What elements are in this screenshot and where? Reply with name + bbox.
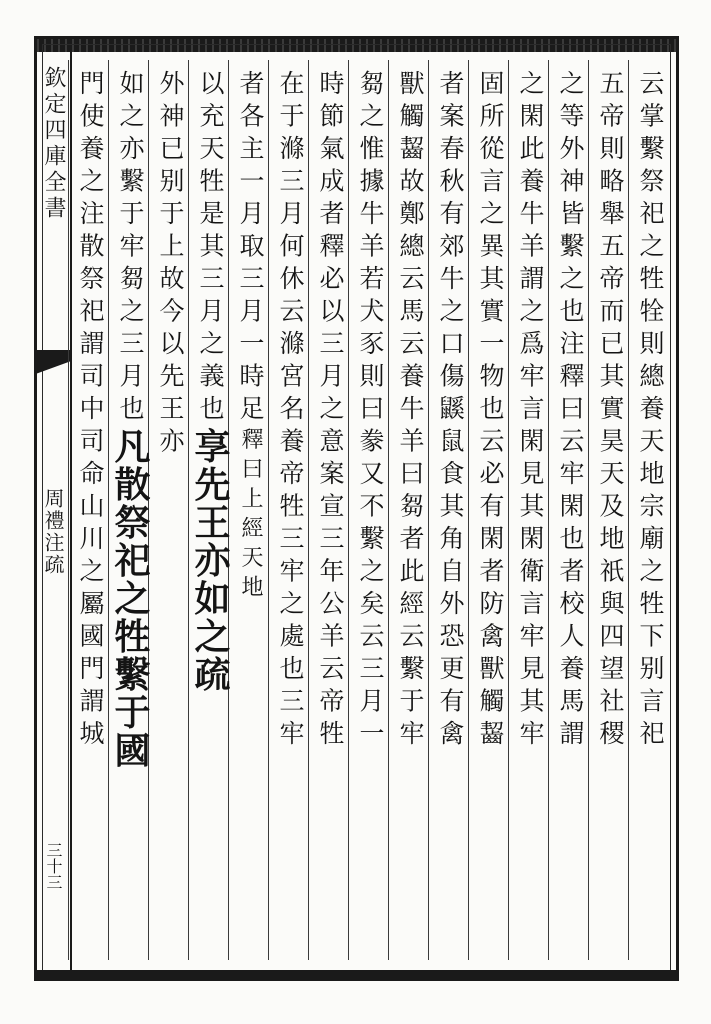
text-column-5: 固所從言之異其實一物也云必有閑者防禽獸觸齧 <box>468 60 512 960</box>
text-column-7: 獸觸齧故鄭總云馬云養牛羊曰芻者此經云繫于牢 <box>388 60 432 960</box>
text-column-14-heading: 凡散祭祀之牲繫于國 <box>109 427 151 770</box>
text-column-9: 時節氣成者釋必以三月之意案宣三年公羊云帝牲 <box>308 60 352 960</box>
page-margin-column <box>36 52 72 970</box>
text-column-11-tail: 釋曰上經天地 <box>238 427 263 605</box>
text-column-13-main: 外神已别于上故今以先王亦 <box>156 70 185 460</box>
text-column-11 <box>228 60 272 960</box>
margin-book-title: 周禮注疏 <box>41 488 65 576</box>
text-column-13 <box>148 60 192 960</box>
text-column-6: 者案春秋有郊牛之口傷鼷鼠食其角自外恐更有禽 <box>428 60 472 960</box>
text-column-14 <box>108 60 152 960</box>
text-column-2: 五帝則略舉五帝而已其實昊天及地祇與四望社稷 <box>588 60 632 960</box>
text-column-15 <box>68 60 112 960</box>
text-column-8: 芻之惟據牛羊若犬豕則曰豢又不繫之矣云三月一 <box>348 60 392 960</box>
text-column-10 <box>268 60 312 960</box>
margin-collection-title: 欽定四庫全書 <box>41 66 66 222</box>
text-column-12-heading: 享先王亦如之疏 <box>189 427 231 694</box>
text-column-12 <box>188 60 232 960</box>
text-column-11-main: 者各主一月取三月一時足 <box>236 70 265 428</box>
text-column-15-main: 門使養之注散祭祀謂司中司命山川之屬國門謂城 <box>76 70 105 753</box>
text-column-14-main: 如之亦繫于牢芻之三月也 <box>116 70 145 428</box>
text-column-12-main: 以充天牲是其三月之義也 <box>196 70 225 428</box>
margin-page-number: 三十三 <box>44 842 63 890</box>
text-column-3: 之等外神皆繫之也注釋曰云牢閑也者校人養馬謂 <box>548 60 592 960</box>
text-body <box>72 52 672 970</box>
fishtail-mark-icon <box>36 350 70 390</box>
text-column-10-main: 在于滌三月何休云滌宮名養帝牲三牢之處也三牢 <box>276 70 305 753</box>
bottom-border-band <box>34 970 679 981</box>
text-column-4: 之閑此養牛羊謂之爲牢言閑見其閑衛言牢見其牢 <box>508 60 552 960</box>
text-column-1: 云掌繫祭祀之牲牷則總養天地宗廟之牲下别言祀 <box>628 60 672 960</box>
